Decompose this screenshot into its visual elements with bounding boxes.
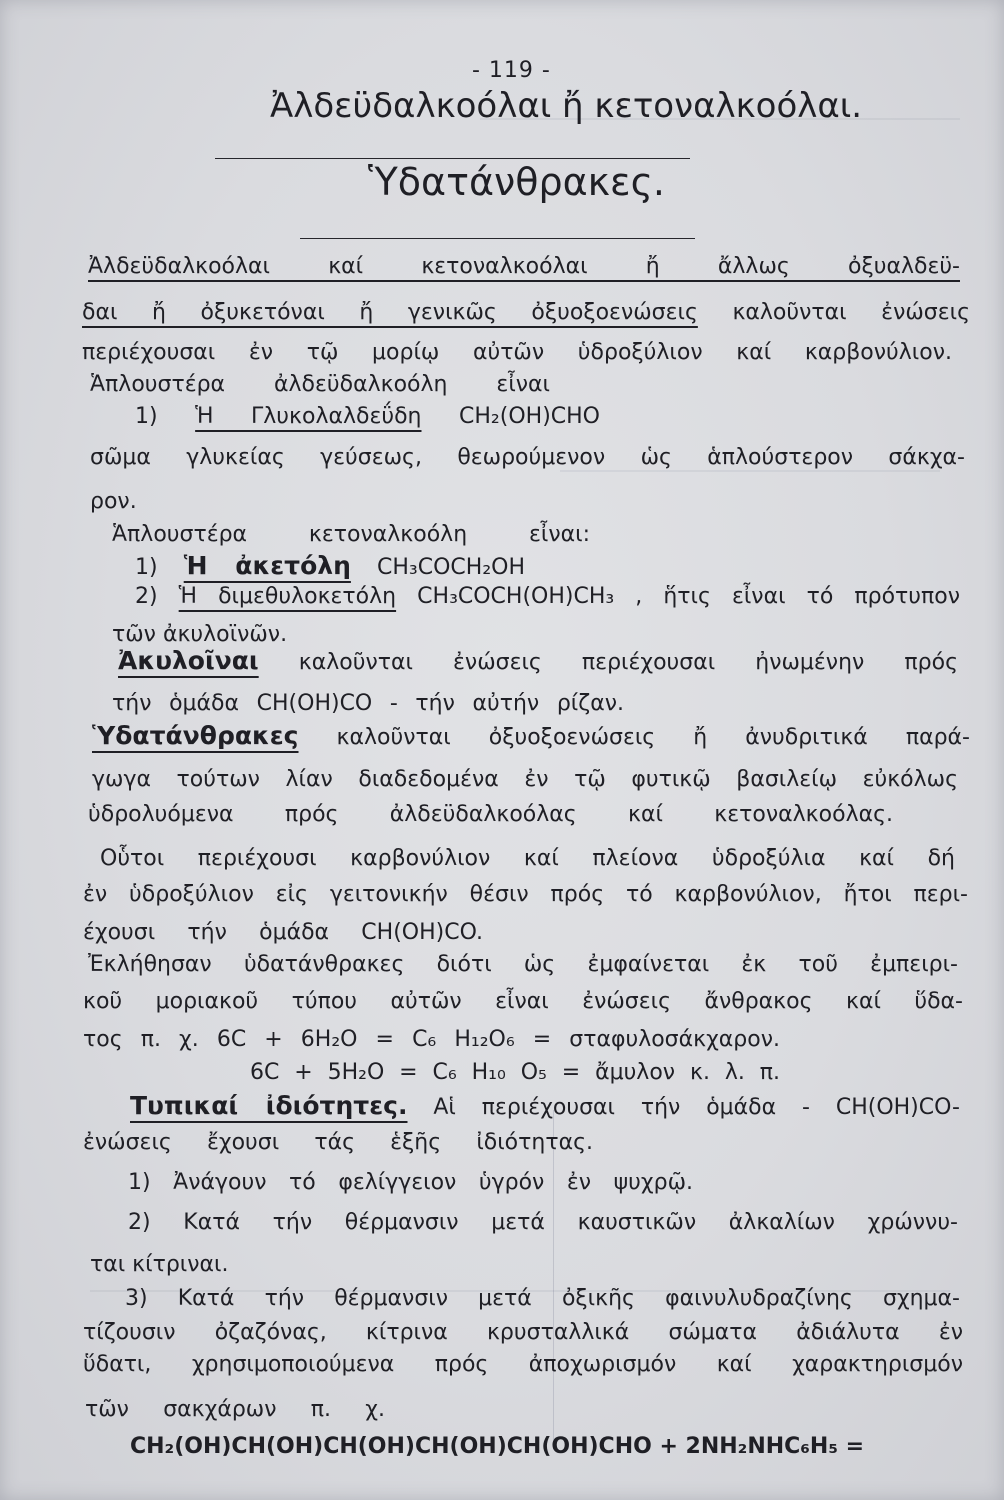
text-line <box>135 582 960 612</box>
underlined-term: Ἡ διμεθυλοκετόλη <box>178 584 397 609</box>
list-number: 1) <box>135 555 184 580</box>
text-line: Ἐκλήθησαν ὑδατάνθρακες διότι ὡς ἐμφαίνεται ἐκ τοῦ ἐμπειρι- <box>88 952 958 977</box>
text-line <box>82 298 970 328</box>
line-segment: καλοῦνται ἐνώσεις <box>697 300 970 325</box>
list-number: 1) <box>135 404 196 429</box>
title-rule <box>215 158 690 159</box>
text-line: τήν ὁμάδα CH(OH)CO - τήν αὐτήν ρίζαν. <box>112 691 624 716</box>
chemical-equation: CH₂(OH)CH(OH)CH(OH)CH(OH)CH(OH)CHO + 2NH₂NHC₆H₅ = <box>130 1434 865 1459</box>
underlined-term: Ὑδατάνθρακες <box>92 721 299 750</box>
line-segment: Αἱ περιέχουσαι τήν ὁμάδα - CH(OH)CO- <box>407 1095 960 1120</box>
text-line: τῶν σακχάρων π. χ. <box>85 1397 385 1422</box>
text-line: ρον. <box>90 489 137 514</box>
underlined-term: Ἀκυλοῖναι <box>118 646 259 675</box>
chemical-formula: CH₂(OH)CHO <box>421 404 600 429</box>
text-line: σῶμα γλυκείας γεύσεως, θεωρούμενον ὡς ἁπλούστερον σάκχα- <box>90 445 965 470</box>
text-line <box>130 1091 960 1123</box>
line-segment: καλοῦνται ὀξυοξοενώσεις ἤ ἀνυδριτικά παρά- <box>298 725 970 750</box>
text-line <box>135 551 525 583</box>
underlined-term: Ἡ Γλυκολαλδεΰδη <box>195 404 422 429</box>
underlined-phrase: Ἀλδεϋδαλκοόλαι καί κετοναλκοόλαι ἤ ἄλλως ὀξυαλδεϋ- <box>88 254 960 279</box>
underlined-term: Τυπικαί ἰδιότητες. <box>130 1091 408 1120</box>
section-heading: Ὑδατάνθρακες. <box>368 160 665 204</box>
text-line: ἐνώσεις ἔχουσι τάς ἑξῆς ἰδιότητας. <box>83 1130 593 1155</box>
text-line: 2) Κατά τήν θέρμανσιν μετά καυστικῶν ἀλκαλίων χρώννυ- <box>128 1210 958 1235</box>
text-line: Ἁπλουστέρα κετοναλκοόλη εἶναι: <box>112 522 590 547</box>
text-line: Ἁπλουστέρα ἀλδεϋδαλκοόλη εἶναι <box>90 372 550 397</box>
text-line: ὑδρολυόμενα πρός ἀλδεϋδαλκοόλας καί κετοναλκοόλας. <box>88 802 893 827</box>
heading-rule <box>300 238 695 239</box>
underlined-term: Ἡ ἀκετόλη <box>183 551 351 580</box>
text-line: 6C + 5H₂O = C₆ H₁₀ O₅ = ἄμυλον κ. λ. π. <box>250 1060 780 1085</box>
text-line: τος π. χ. 6C + 6H₂O = C₆ H₁₂O₆ = σταφυλοσάκχαρον. <box>83 1027 780 1052</box>
text-line: ται κίτριναι. <box>90 1252 229 1277</box>
line-segment: CH₃COCH(OH)CH₃ , ἥτις εἶναι τό πρότυπον <box>396 584 960 609</box>
text-line: 3) Κατά τήν θέρμανσιν μετά ὀξικῆς φαινυλυδραζίνης σχημα- <box>125 1286 960 1311</box>
text-line: τίζουσιν ὀζαζόνας, κίτρινα κρυσταλλικά σώματα ἀδιάλυτα ἐν <box>83 1320 963 1345</box>
bleed-through-rule <box>553 1110 554 1440</box>
text-line <box>92 721 970 753</box>
text-line <box>118 646 958 678</box>
list-number: 2) <box>135 584 179 609</box>
text-line: Οὗτοι περιέχουσι καρβονύλιον καί πλείονα ὑδροξύλια καί δή <box>100 846 955 871</box>
text-line <box>135 402 600 432</box>
text-line: ὕδατι, χρησιμοποιούμενα πρός ἀποχωρισμόν καί χαρακτηρισμόν <box>83 1352 963 1377</box>
text-line: τῶν ἀκυλοϊνῶν. <box>112 622 288 647</box>
text-line: έχουσι τήν ὁμάδα CH(OH)CO. <box>83 920 483 945</box>
text-line <box>88 252 960 282</box>
text-line: περιέχουσαι ἐν τῷ μορίῳ αὐτῶν ὑδροξύλιον καί καρβονύλιον. <box>82 340 952 365</box>
text-line: γωγα τούτων λίαν διαδεδομένα ἐν τῷ φυτικῷ βασιλείῳ εὐκόλως <box>92 767 958 792</box>
page-number: - 119 - <box>472 58 551 83</box>
page-title: Ἀλδεϋδαλκοόλαι ἤ κετοναλκοόλαι. <box>270 86 863 126</box>
underlined-phrase: δαι ἤ ὀξυκετόναι ἤ γενικῶς ὀξυοξοενώσεις <box>82 300 698 325</box>
text-line: ἐν ὑδροξύλιον εἰς γειτονικήν θέσιν πρός τό καρβονύλιον, ἤτοι περι- <box>83 882 968 907</box>
text-line: 1) Ἀνάγουν τό φελίγγειον ὑγρόν ἐν ψυχρῷ. <box>128 1170 693 1195</box>
text-line: κοῦ μοριακοῦ τύπου αὐτῶν εἶναι ἐνώσεις ἄνθρακος καί ὕδα- <box>83 989 963 1014</box>
chemical-formula: CH₃COCH₂OH <box>350 555 525 580</box>
line-segment: καλοῦνται ἐνώσεις περιέχουσαι ἠνωμένην πρός <box>258 650 958 675</box>
